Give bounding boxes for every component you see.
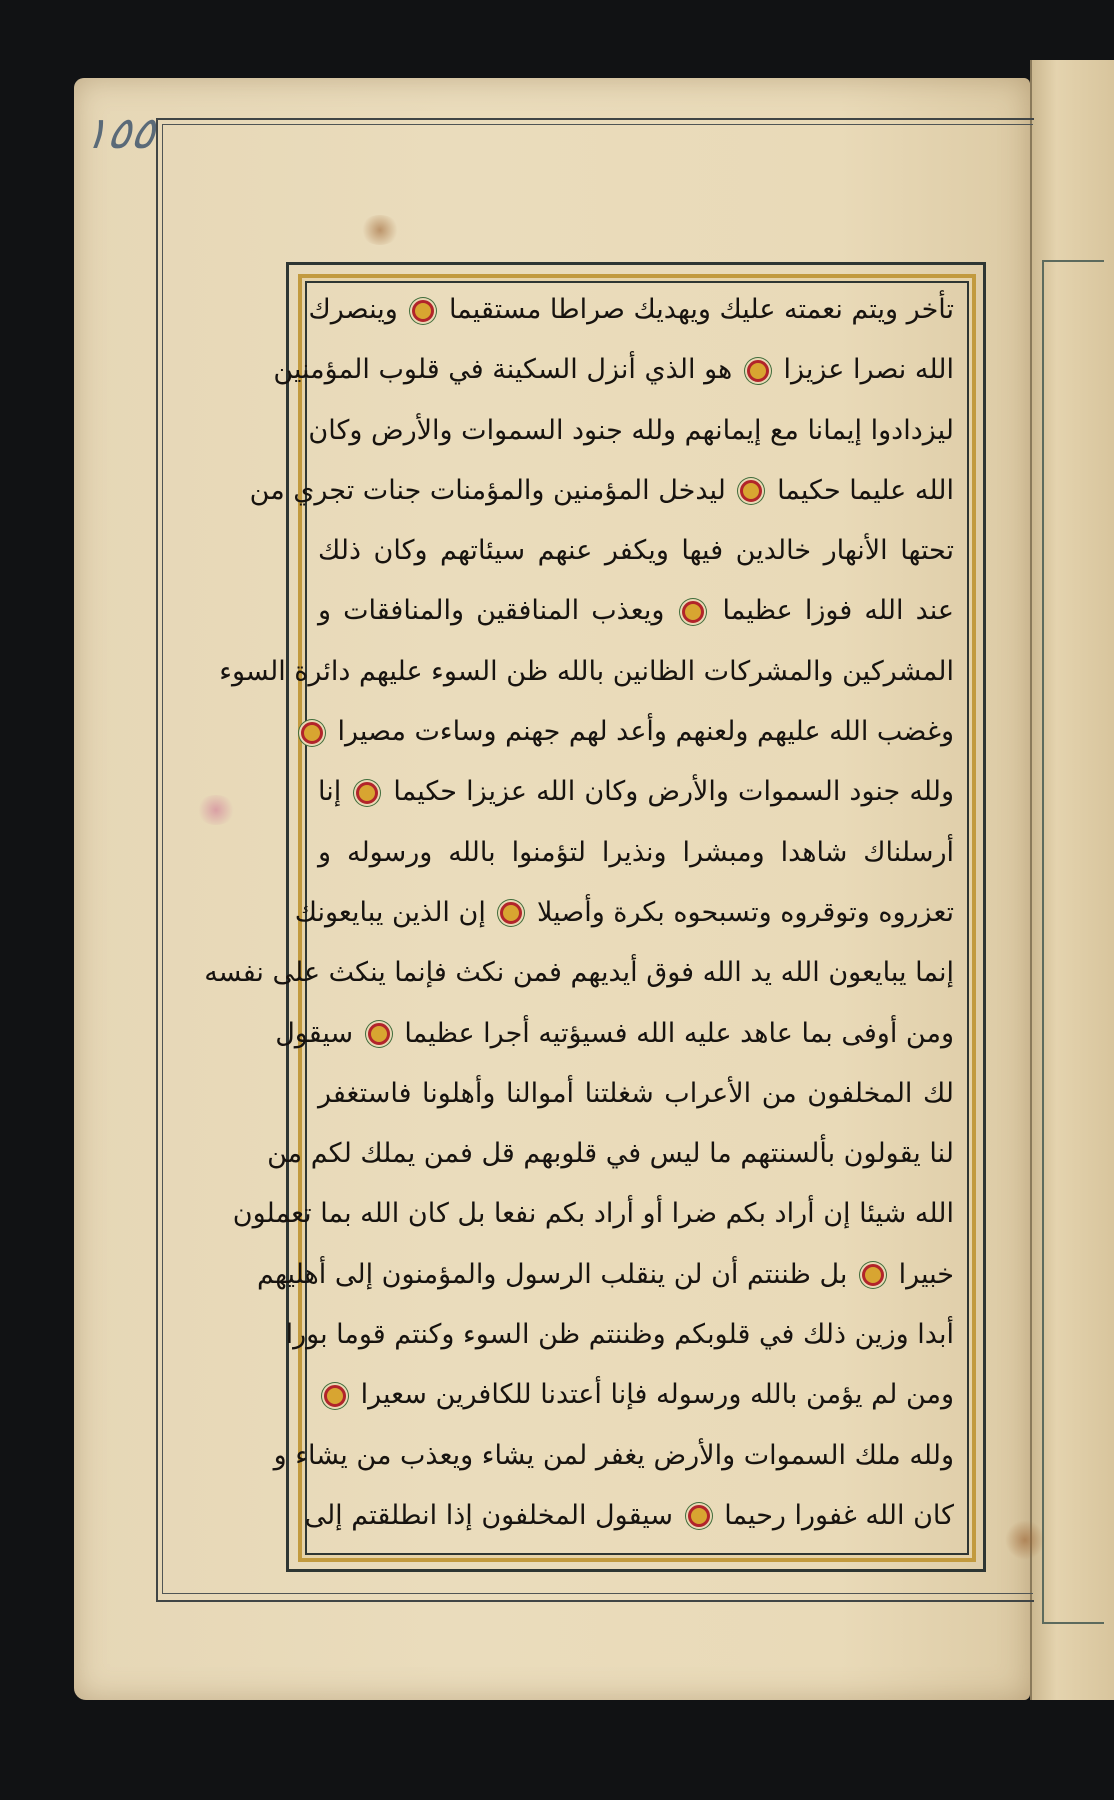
text-line: ومن أوفى بما عاهد عليه الله فسيؤتيه أجرا عظيما سيقول (275, 1017, 954, 1049)
text-line: ولله ملك السموات والأرض يغفر لمن يشاء ويعذب من يشاء و (273, 1439, 954, 1471)
text-line: إنما يبايعون الله يد الله فوق أيديهم فمن نكث فإنما ينكث على نفسه (204, 957, 954, 989)
text-line: الله نصرا عزيزا هو الذي أنزل السكينة في قلوب المؤمنين (273, 354, 954, 386)
facing-page-frame (1042, 260, 1104, 1624)
text-line: الله عليما حكيما ليدخل المؤمنين والمؤمنات جنات تجري من (249, 474, 954, 506)
text-line: ولله جنود السموات والأرض وكان الله عزيزا حكيما إنا (318, 776, 954, 808)
verse-rosette-icon (324, 1385, 346, 1407)
text-line: الله شيئا إن أراد بكم ضرا أو أراد بكم نفعا بل كان الله بما تعملون (232, 1198, 954, 1230)
verse-rosette-icon (368, 1023, 390, 1045)
text-line: لك المخلفون من الأعراب شغلتنا أموالنا وأهلونا فاستغفر (318, 1077, 954, 1109)
verse-rosette-icon (747, 360, 769, 382)
text-line: ليزدادوا إيمانا مع إيمانهم ولله جنود السموات والأرض وكان (308, 414, 954, 446)
text-line: ومن لم يؤمن بالله ورسوله فإنا أعتدنا للكافرين سعيرا (318, 1375, 954, 1419)
folio-number: ١٥٥ (80, 108, 159, 159)
verse-rosette-icon (412, 300, 434, 322)
text-line: تحتها الأنهار خالدين فيها ويكفر عنهم سيئاتهم وكان ذلك (318, 535, 954, 567)
facing-page-edge (1030, 60, 1114, 1700)
text-line: المشركين والمشركات الظانين بالله ظن السوء عليهم دائرة السوء (219, 655, 954, 687)
text-line: تأخر ويتم نعمته عليك ويهديك صراطا مستقيما وينصرك (308, 294, 954, 325)
text-line: أبدا وزين ذلك في قلوبكم وظننتم ظن السوء وكنتم قوما بورا (285, 1319, 954, 1351)
text-line: عند الله فوزا عظيما ويعذب المنافقين والمنافقات و (318, 595, 954, 627)
text-line: وغضب الله عليهم ولعنهم وأعد لهم جهنم وساءت مصيرا (318, 712, 954, 756)
verse-rosette-icon (682, 601, 704, 623)
text-line: لنا يقولون بألسنتهم ما ليس في قلوبهم قل فمن يملك لكم من (267, 1138, 954, 1170)
verse-rosette-icon (356, 782, 378, 804)
text-line: كان الله غفورا رحيما سيقول المخلفون إذا انطلقتم إلى (304, 1499, 954, 1531)
verse-rosette-icon (688, 1505, 710, 1527)
text-block (204, 290, 954, 1540)
text-line: خبيرا بل ظننتم أن لن ينقلب الرسول والمؤمنون إلى أهليهم (257, 1258, 954, 1290)
text-line: أرسلناك شاهدا ومبشرا ونذيرا لتؤمنوا بالله ورسوله و (318, 836, 954, 868)
verse-rosette-icon (862, 1264, 884, 1286)
verse-rosette-icon (740, 480, 762, 502)
text-line: تعزروه وتوقروه وتسبحوه بكرة وأصيلا إن الذين يبايعونك (294, 896, 954, 928)
verse-rosette-icon (301, 722, 323, 744)
verse-rosette-icon (500, 902, 522, 924)
